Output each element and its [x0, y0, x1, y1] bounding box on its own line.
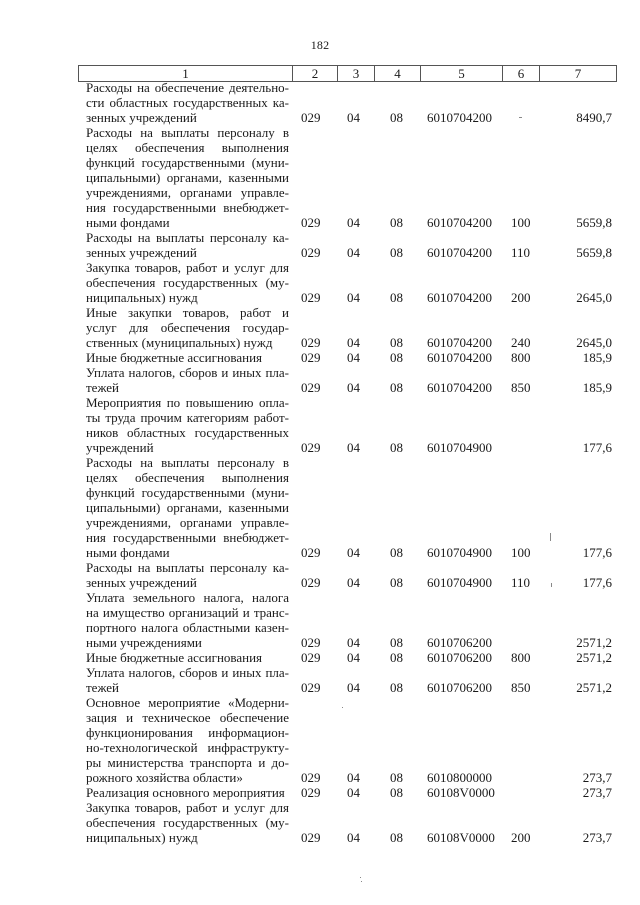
cell-c4: 08 — [390, 335, 403, 350]
cell-c4: 08 — [390, 350, 403, 365]
table-row — [0, 365, 640, 395]
cell-c7: 177,6 — [582, 575, 612, 590]
cell-c5: 6010704900 — [427, 440, 492, 455]
description-line: ными фондами — [86, 215, 170, 230]
scan-mark — [519, 117, 522, 118]
description-line: ственных (муниципальных) нужд — [86, 335, 273, 350]
description-line: сти областных государственных ка- — [86, 95, 289, 110]
cell-c4: 08 — [390, 440, 403, 455]
description-line: на имущество организаций и транс- — [86, 605, 289, 620]
cell-c2: 029 — [301, 680, 321, 695]
description-line: учреждениями, органами управле- — [86, 185, 289, 200]
description-line: функций государственными (муни- — [86, 155, 289, 170]
scan-mark — [360, 877, 361, 878]
table-row — [0, 455, 640, 560]
table-row — [0, 785, 640, 800]
cell-c7: 2645,0 — [576, 290, 612, 305]
scan-mark — [550, 533, 551, 541]
cell-c3: 04 — [347, 545, 360, 560]
cell-c6: 100 — [511, 545, 531, 560]
cell-c7: 273,7 — [582, 770, 612, 785]
table-row — [0, 695, 640, 785]
cell-c4: 08 — [390, 635, 403, 650]
cell-c3: 04 — [347, 110, 360, 125]
description-line: зенных учреждений — [86, 245, 197, 260]
cell-c3: 04 — [347, 575, 360, 590]
page-number: 182 — [310, 38, 330, 52]
description-line: ными фондами — [86, 545, 170, 560]
scan-mark — [551, 583, 552, 587]
description-line: функционирования информацион- — [86, 725, 289, 740]
description-line: Уплата налогов, сборов и иных пла- — [86, 365, 289, 380]
cell-c4: 08 — [390, 830, 403, 845]
cell-c2: 029 — [301, 770, 321, 785]
cell-c5: 6010800000 — [427, 770, 492, 785]
header-col-1: 1 — [79, 66, 293, 81]
cell-c4: 08 — [390, 785, 403, 800]
table-row — [0, 800, 640, 845]
description-line: ниципальных) нужд — [86, 290, 198, 305]
cell-c5: 6010704900 — [427, 545, 492, 560]
table-row — [0, 560, 640, 590]
description-line: Иные бюджетные ассигнования — [86, 650, 263, 665]
cell-c3: 04 — [347, 350, 360, 365]
cell-c5: 6010706200 — [427, 650, 492, 665]
cell-c2: 029 — [301, 635, 321, 650]
cell-c5: 6010706200 — [427, 680, 492, 695]
cell-c4: 08 — [390, 245, 403, 260]
cell-c3: 04 — [347, 440, 360, 455]
description-line: тежей — [86, 680, 119, 695]
cell-c2: 029 — [301, 350, 321, 365]
header-col-5: 5 — [421, 66, 503, 81]
cell-c6: 240 — [511, 335, 531, 350]
table-row — [0, 305, 640, 350]
cell-c5: 6010704200 — [427, 245, 492, 260]
cell-c5: 6010704200 — [427, 110, 492, 125]
description-line: рожного хозяйства области» — [86, 770, 243, 785]
table-row — [0, 665, 640, 695]
cell-c7: 5659,8 — [576, 245, 612, 260]
description-line: зенных учреждений — [86, 110, 197, 125]
description-line: функций государственными (муни- — [86, 485, 289, 500]
description-line: зация и техническое обеспечение — [86, 710, 289, 725]
cell-c6: 110 — [511, 575, 531, 590]
cell-c4: 08 — [390, 110, 403, 125]
header-col-3: 3 — [338, 66, 375, 81]
cell-c5: 6010704200 — [427, 290, 492, 305]
cell-c7: 185,9 — [582, 350, 612, 365]
table-row — [0, 80, 640, 125]
cell-c7: 273,7 — [582, 785, 612, 800]
description-line: ципальными) органами, казенными — [86, 500, 289, 515]
header-col-2: 2 — [293, 66, 338, 81]
description-line: Расходы на выплаты персоналу ка- — [86, 230, 289, 245]
description-line: учреждений — [86, 440, 154, 455]
cell-c2: 029 — [301, 785, 321, 800]
description-line: Уплата земельного налога, налога — [86, 590, 289, 605]
description-line: тежей — [86, 380, 119, 395]
cell-c5: 6010704200 — [427, 335, 492, 350]
scan-mark — [342, 707, 343, 708]
scan-mark — [361, 881, 362, 882]
cell-c6: 100 — [511, 215, 531, 230]
table-row — [0, 650, 640, 665]
cell-c5: 6010706200 — [427, 635, 492, 650]
description-line: обеспечения государственных (му- — [86, 815, 289, 830]
description-line: Расходы на выплаты персоналу в — [86, 125, 289, 140]
description-line: ными учреждениями — [86, 635, 202, 650]
cell-c2: 029 — [301, 575, 321, 590]
cell-c4: 08 — [390, 650, 403, 665]
description-line: зенных учреждений — [86, 575, 197, 590]
description-line: Уплата налогов, сборов и иных пла- — [86, 665, 289, 680]
description-line: ния государственными внебюджет- — [86, 200, 289, 215]
cell-c3: 04 — [347, 215, 360, 230]
cell-c7: 8490,7 — [576, 110, 612, 125]
cell-c2: 029 — [301, 335, 321, 350]
cell-c3: 04 — [347, 770, 360, 785]
table-row — [0, 590, 640, 650]
cell-c4: 08 — [390, 545, 403, 560]
cell-c6: 110 — [511, 245, 531, 260]
cell-c5: 60108V0000 — [427, 830, 495, 845]
cell-c5: 6010704200 — [427, 350, 492, 365]
description-line: Расходы на выплаты персоналу ка- — [86, 560, 289, 575]
cell-c7: 185,9 — [582, 380, 612, 395]
cell-c2: 029 — [301, 215, 321, 230]
table-body — [0, 80, 640, 845]
description-line: Иные бюджетные ассигнования — [86, 350, 263, 365]
cell-c4: 08 — [390, 770, 403, 785]
header-col-7: 7 — [574, 66, 582, 81]
cell-c6: 850 — [511, 380, 531, 395]
cell-c7: 177,6 — [582, 440, 612, 455]
cell-c6: 200 — [511, 830, 531, 845]
cell-c4: 08 — [390, 380, 403, 395]
cell-c4: 08 — [390, 680, 403, 695]
table-row — [0, 230, 640, 260]
description-line: портного налога областными казен- — [86, 620, 289, 635]
cell-c5: 60108V0000 — [427, 785, 495, 800]
description-line: Основное мероприятие «Модерни- — [86, 695, 289, 710]
table-row — [0, 125, 640, 230]
table-row — [0, 260, 640, 305]
description-line: Закупка товаров, работ и услуг для — [86, 260, 289, 275]
table-row — [0, 350, 640, 365]
description-line: учреждениями, органами управле- — [86, 515, 289, 530]
cell-c3: 04 — [347, 335, 360, 350]
cell-c6: 800 — [511, 650, 531, 665]
cell-c3: 04 — [347, 635, 360, 650]
cell-c2: 029 — [301, 830, 321, 845]
cell-c5: 6010704200 — [427, 380, 492, 395]
description-line: Иные закупки товаров, работ и — [86, 305, 289, 320]
header-col-4: 4 — [375, 66, 421, 81]
cell-c3: 04 — [347, 680, 360, 695]
cell-c2: 029 — [301, 650, 321, 665]
cell-c4: 08 — [390, 290, 403, 305]
cell-c7: 2571,2 — [576, 635, 612, 650]
cell-c2: 029 — [301, 290, 321, 305]
description-line: ты труда прочим категориям работ- — [86, 410, 289, 425]
cell-c6: 800 — [511, 350, 531, 365]
description-line: ния государственными внебюджет- — [86, 530, 289, 545]
description-line: услуг для обеспечения государ- — [86, 320, 289, 335]
description-line: целях обеспечения выполнения — [86, 140, 289, 155]
cell-c5: 6010704900 — [427, 575, 492, 590]
cell-c3: 04 — [347, 380, 360, 395]
description-line: ципальными) органами, казенными — [86, 170, 289, 185]
cell-c5: 6010704200 — [427, 215, 492, 230]
description-line: целях обеспечения выполнения — [86, 470, 289, 485]
cell-c7: 273,7 — [582, 830, 612, 845]
cell-c3: 04 — [347, 830, 360, 845]
cell-c7: 2571,2 — [576, 680, 612, 695]
table-row — [0, 395, 640, 455]
description-line: Мероприятия по повышению опла- — [86, 395, 289, 410]
cell-c2: 029 — [301, 110, 321, 125]
description-line: но-технологической инфраструкту- — [86, 740, 289, 755]
cell-c2: 029 — [301, 440, 321, 455]
cell-c3: 04 — [347, 245, 360, 260]
description-line: Расходы на обеспечение деятельно- — [86, 80, 289, 95]
header-col-6: 6 — [503, 66, 540, 81]
description-line: ниципальных) нужд — [86, 830, 198, 845]
cell-c2: 029 — [301, 245, 321, 260]
cell-c6: 850 — [511, 680, 531, 695]
cell-c6: 200 — [511, 290, 531, 305]
cell-c3: 04 — [347, 290, 360, 305]
description-line: ры министерства транспорта и до- — [86, 755, 289, 770]
description-line: Расходы на выплаты персоналу в — [86, 455, 289, 470]
cell-c2: 029 — [301, 545, 321, 560]
description-line: обеспечения государственных (му- — [86, 275, 289, 290]
cell-c4: 08 — [390, 575, 403, 590]
description-line: Реализация основного мероприятия — [86, 785, 285, 800]
description-line: Закупка товаров, работ и услуг для — [86, 800, 289, 815]
cell-c7: 5659,8 — [576, 215, 612, 230]
cell-c7: 2645,0 — [576, 335, 612, 350]
cell-c3: 04 — [347, 650, 360, 665]
description-line: ников областных государственных — [86, 425, 289, 440]
cell-c4: 08 — [390, 215, 403, 230]
cell-c3: 04 — [347, 785, 360, 800]
cell-c7: 177,6 — [582, 545, 612, 560]
cell-c2: 029 — [301, 380, 321, 395]
cell-c7: 2571,2 — [576, 650, 612, 665]
